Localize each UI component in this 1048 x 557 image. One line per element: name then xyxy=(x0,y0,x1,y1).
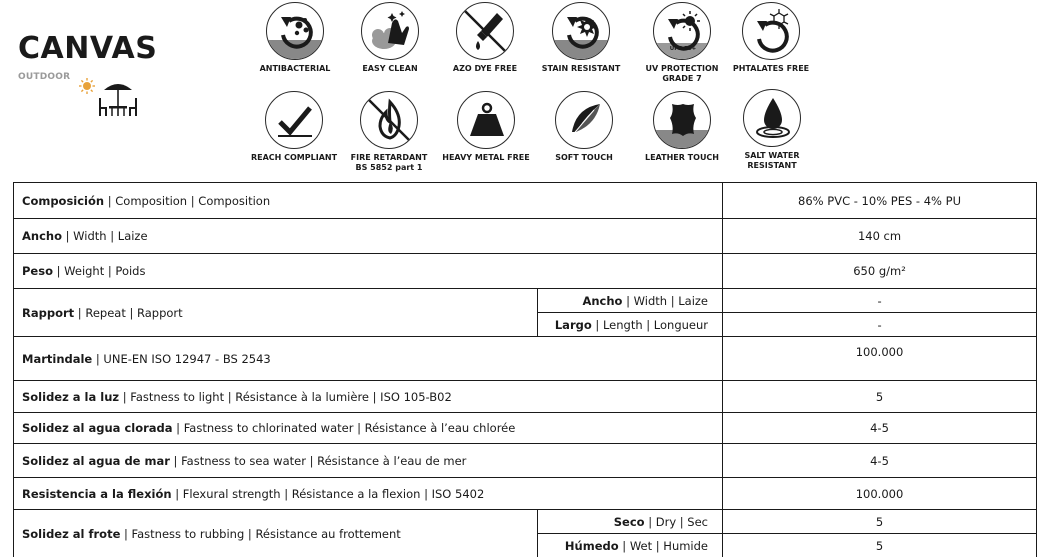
martindale-value: 100.000 xyxy=(723,337,1037,381)
fire-retardant-label: FIRE RETARDANT xyxy=(350,153,428,162)
brand xyxy=(18,31,158,82)
rubbing-wet-label: Húmedo | Wet | Humide xyxy=(538,534,723,557)
feature-salt-water-resistant xyxy=(722,89,822,171)
table-row xyxy=(14,478,1037,510)
flexion-label: Resistencia a la flexión | Flexural strength | Résistance a la flexion | ISO 5402 xyxy=(14,478,723,510)
antibacterial-label: ANTIBACTERIAL xyxy=(259,64,331,73)
salt-water-resistant-icon xyxy=(743,89,801,147)
weight-label: Peso | Weight | Poids xyxy=(14,254,723,289)
fire-retardant-label-2: BS 5852 part 1 xyxy=(355,163,423,172)
uv-protection-label: UV PROTECTION xyxy=(645,64,719,73)
repeat-length-label: Largo | Length | Longueur xyxy=(538,313,723,337)
repeat-label: Rapport | Repeat | Rapport xyxy=(14,289,538,337)
light-fastness-label: Solidez a la luz | Fastness to light | Résistance à la lumière | ISO 105-B02 xyxy=(14,381,723,413)
table-row xyxy=(14,219,1037,254)
feature-azo-dye-free xyxy=(435,2,535,74)
feature-heavy-metal-free xyxy=(436,91,536,163)
reach-compliant-label: REACH COMPLIANT xyxy=(250,153,338,162)
table-row xyxy=(14,510,1037,534)
uv-protection-label-2: GRADE 7 xyxy=(662,74,702,83)
table-row xyxy=(14,254,1037,289)
feature-stain-resistant xyxy=(531,2,631,74)
rubbing-dry-label: Seco | Dry | Sec xyxy=(538,510,723,534)
azo-dye-free-label: AZO DYE FREE xyxy=(452,64,518,73)
repeat-width-value: - xyxy=(723,289,1037,313)
leather-touch-label: LEATHER TOUCH xyxy=(644,153,719,162)
chlorinated-water-value: 4-5 xyxy=(723,413,1037,444)
antibacterial-icon xyxy=(266,2,324,60)
martindale-label: Martindale | UNE-EN ISO 12947 - BS 2543 xyxy=(14,337,723,381)
brand-title: CANVAS xyxy=(18,31,158,66)
repeat-width-label: Ancho | Width | Laize xyxy=(538,289,723,313)
fire-retardant-icon xyxy=(360,91,418,149)
weight-value: 650 g/m² xyxy=(723,254,1037,289)
feature-easy-clean xyxy=(340,2,440,74)
reach-compliant-icon xyxy=(265,91,323,149)
phtalates-free-label: PHTALATES FREE xyxy=(732,64,810,73)
easy-clean-label: EASY CLEAN xyxy=(362,64,418,73)
table-row xyxy=(14,381,1037,413)
width-value: 140 cm xyxy=(723,219,1037,254)
uv-protection-icon xyxy=(653,2,711,60)
repeat-length-value: - xyxy=(723,313,1037,337)
azo-dye-free-icon xyxy=(456,2,514,60)
soft-touch-icon xyxy=(555,91,613,149)
rubbing-dry-value: 5 xyxy=(723,510,1037,534)
table-row xyxy=(14,337,1037,381)
outdoor-furniture-icon xyxy=(78,76,142,124)
table-row xyxy=(14,444,1037,478)
feature-uv-protection xyxy=(632,2,732,84)
brand-subtitle: OUTDOOR xyxy=(18,72,71,82)
flexion-value: 100.000 xyxy=(723,478,1037,510)
width-label: Ancho | Width | Laize xyxy=(14,219,723,254)
easy-clean-icon xyxy=(361,2,419,60)
salt-water-resistant-label: SALT WATER xyxy=(744,151,800,160)
composition-value: 86% PVC - 10% PES - 4% PU xyxy=(723,183,1037,219)
light-fastness-value: 5 xyxy=(723,381,1037,413)
sea-water-value: 4-5 xyxy=(723,444,1037,478)
sea-water-label: Solidez al agua de mar | Fastness to sea water | Résistance à l’eau de mer xyxy=(14,444,723,478)
composition-label: Composición | Composition | Composition xyxy=(14,183,723,219)
salt-water-resistant-label-2: RESISTANT xyxy=(747,161,797,170)
phtalates-free-icon xyxy=(742,2,800,60)
leather-touch-icon xyxy=(653,91,711,149)
spec-table xyxy=(13,182,1037,557)
table-row xyxy=(14,413,1037,444)
heavy-metal-free-label: HEAVY METAL FREE xyxy=(442,153,530,162)
feature-leather-touch xyxy=(632,91,732,163)
rubbing-label: Solidez al frote | Fastness to rubbing | Résistance au frottement xyxy=(14,510,538,557)
soft-touch-label: SOFT TOUCH xyxy=(555,153,613,162)
table-row xyxy=(14,183,1037,219)
feature-phtalates-free xyxy=(721,2,821,74)
table-row xyxy=(14,289,1037,313)
stain-resistant-label: STAIN RESISTANT xyxy=(541,64,621,73)
heavy-metal-free-icon xyxy=(457,91,515,149)
rubbing-wet-value: 5 xyxy=(723,534,1037,557)
feature-reach-compliant xyxy=(244,91,344,163)
uv-badge: UPF 50+ xyxy=(669,46,697,52)
stain-resistant-icon xyxy=(552,2,610,60)
feature-soft-touch xyxy=(534,91,634,163)
chlorinated-water-label: Solidez al agua clorada | Fastness to chlorinated water | Résistance à l’eau chlorée xyxy=(14,413,723,444)
feature-fire-retardant xyxy=(339,91,439,173)
feature-antibacterial xyxy=(245,2,345,74)
